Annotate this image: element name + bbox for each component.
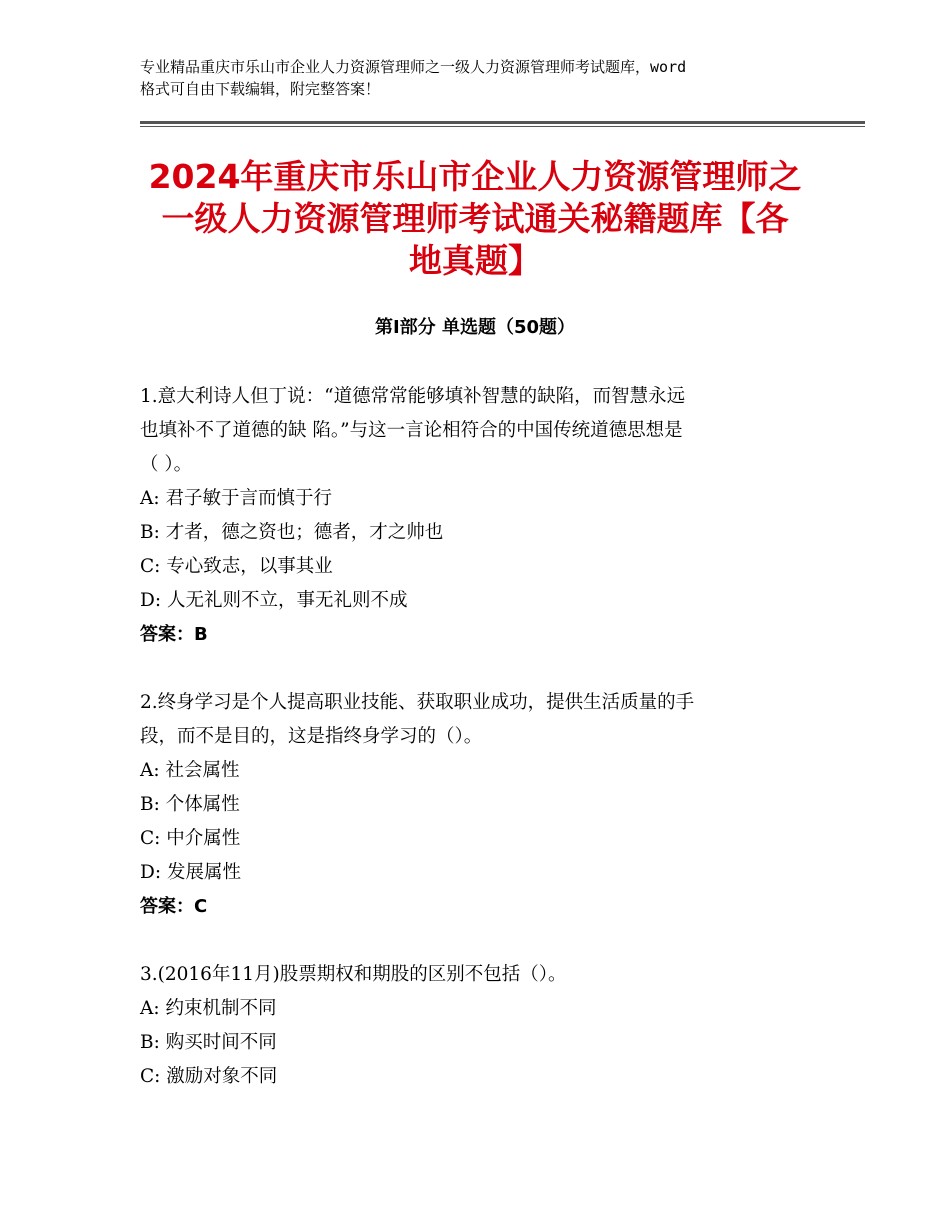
header-divider-thick xyxy=(140,121,865,124)
header-note-line-2: 格式可自由下载编辑，附完整答案！ xyxy=(140,80,381,98)
document-title-line-1: 2024年重庆市乐山市企业人力资源管理师之 xyxy=(148,157,802,196)
option-b: B: 才者，德之资也；德者，才之帅也 xyxy=(140,522,444,543)
option-a: A: 社会属性 xyxy=(140,760,240,781)
option-a: A: 约束机制不同 xyxy=(140,998,277,1019)
header-note-line-1: 专业精品重庆市乐山市企业人力资源管理师之一级人力资源管理师考试题库，word xyxy=(140,58,687,76)
answer: 答案：B xyxy=(140,624,208,645)
answer: 答案：C xyxy=(140,896,208,917)
document-title xyxy=(140,156,810,282)
header-divider-thin xyxy=(140,126,865,127)
option-d: D: 发展属性 xyxy=(140,862,241,883)
question-stem-line: （ ）。 xyxy=(140,454,193,475)
option-d: D: 人无礼则不立，事无礼则不成 xyxy=(140,590,408,611)
question-2 xyxy=(140,686,820,924)
question-stem xyxy=(140,958,820,992)
option-c: C: 专心致志，以事其业 xyxy=(140,556,333,577)
option-c: C: 中介属性 xyxy=(140,828,241,849)
document-title-line-3: 地真题】 xyxy=(409,241,541,280)
option-b: B: 购买时间不同 xyxy=(140,1032,277,1053)
option-a: A: 君子敏于言而慎于行 xyxy=(140,488,332,509)
question-3 xyxy=(140,958,820,1094)
question-stem-line: 3.(2016年11月)股票期权和期股的区别不包括（）。 xyxy=(140,964,567,985)
question-stem-line: 段，而不是目的，这是指终身学习的（）。 xyxy=(140,726,483,747)
option-c: C: 激励对象不同 xyxy=(140,1066,278,1087)
question-stem-line: 也填补不了道德的缺 陷。”与这一言论相符合的中国传统道德思想是 xyxy=(140,420,683,441)
question-1 xyxy=(140,380,820,652)
question-stem xyxy=(140,380,820,482)
section-title: 第Ⅰ部分 单选题（50题） xyxy=(374,317,575,338)
document-title-line-2: 一级人力资源管理师考试通关秘籍题库【各 xyxy=(161,199,789,238)
question-list xyxy=(140,380,820,1128)
header-note xyxy=(140,56,820,100)
question-stem xyxy=(140,686,820,754)
question-stem-line: 2.终身学习是个人提高职业技能、获取职业成功，提供生活质量的手 xyxy=(140,692,695,713)
question-stem-line: 1.意大利诗人但丁说：“道德常常能够填补智慧的缺陷，而智慧永远 xyxy=(140,386,686,407)
option-b: B: 个体属性 xyxy=(140,794,240,815)
